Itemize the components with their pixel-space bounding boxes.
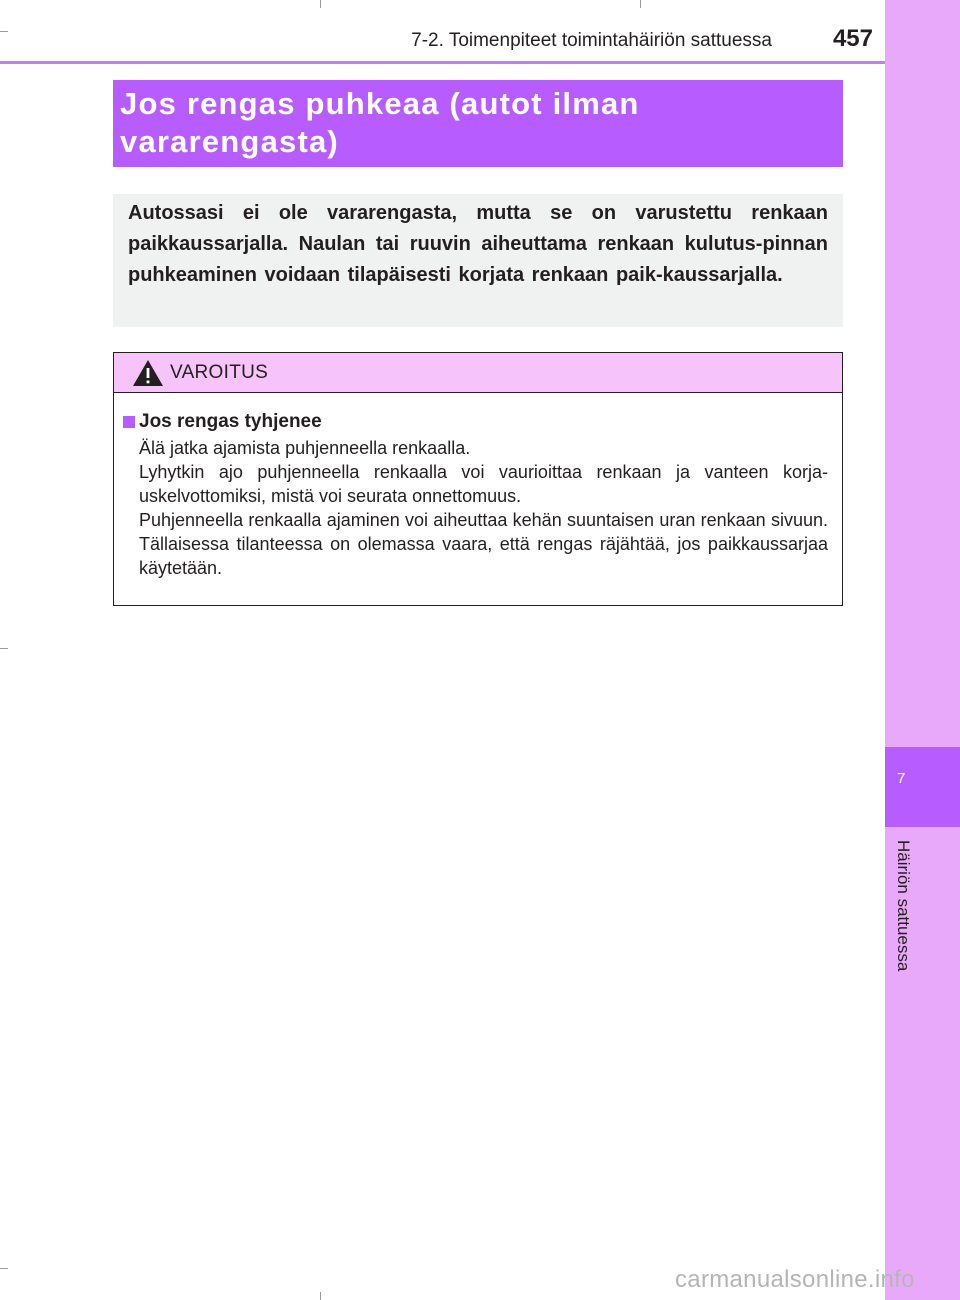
crop-mark: [320, 0, 321, 8]
warning-paragraph: Puhjenneella renkaalla ajaminen voi aiheuttaa kehän suuntaisen uran renkaan sivuun. Tällaisessa tilanteessa on olemassa vaara, että rengas räjähtää, jos paikkaussarjaa käytetään.: [139, 510, 828, 578]
warning-label: VAROITUS: [170, 362, 269, 383]
warning-subheading-text: Jos rengas tyhjenee: [139, 411, 322, 432]
page-number: 457: [832, 25, 873, 52]
crop-mark: [640, 0, 641, 8]
crop-mark: [0, 31, 8, 32]
page-heading-line: Jos rengas puhkeaa (autot ilman: [120, 86, 640, 121]
crop-mark: [0, 648, 8, 649]
chapter-sidebar: [885, 0, 960, 1300]
warning-icon: [132, 359, 164, 387]
watermark: carmanualsonline.info: [675, 1266, 915, 1293]
warning-paragraph: Älä jatka ajamista puhjenneella renkaalla.: [139, 438, 471, 458]
page-heading-line: vararengasta): [120, 124, 339, 159]
chapter-title: Häiriön sattuessa: [894, 840, 913, 972]
square-bullet-icon: [123, 416, 135, 428]
warning-paragraph: Lyhytkin ajo puhjenneella renkaalla voi vaurioittaa renkaan ja vanteen korja-uskelvottomiksi, mistä voi seurata onnettomuus.: [139, 462, 828, 506]
intro-box: [113, 194, 843, 327]
warning-header: [114, 353, 842, 393]
section-title: 7-2. Toimenpiteet toimintahäiriön sattuessa: [411, 30, 772, 51]
warning-subheading: [123, 410, 828, 434]
header-divider: [0, 61, 885, 64]
warning-box: [113, 352, 843, 606]
chapter-tab[interactable]: [885, 747, 960, 827]
crop-mark: [0, 1268, 8, 1269]
crop-mark: [320, 1292, 321, 1300]
warning-body: [114, 393, 842, 580]
page-heading: [113, 80, 843, 167]
intro-text: Autossasi ei ole vararengasta, mutta se on varustettu renkaan paikkaussarjalla. Naulan tai ruuvin aiheuttama renkaan kulutus-pinnan puhkeaminen voidaan tilapäisesti korjata renkaan paik-kaussarjalla.: [128, 202, 828, 286]
chapter-number: 7: [897, 770, 906, 787]
warning-text: [139, 436, 828, 580]
